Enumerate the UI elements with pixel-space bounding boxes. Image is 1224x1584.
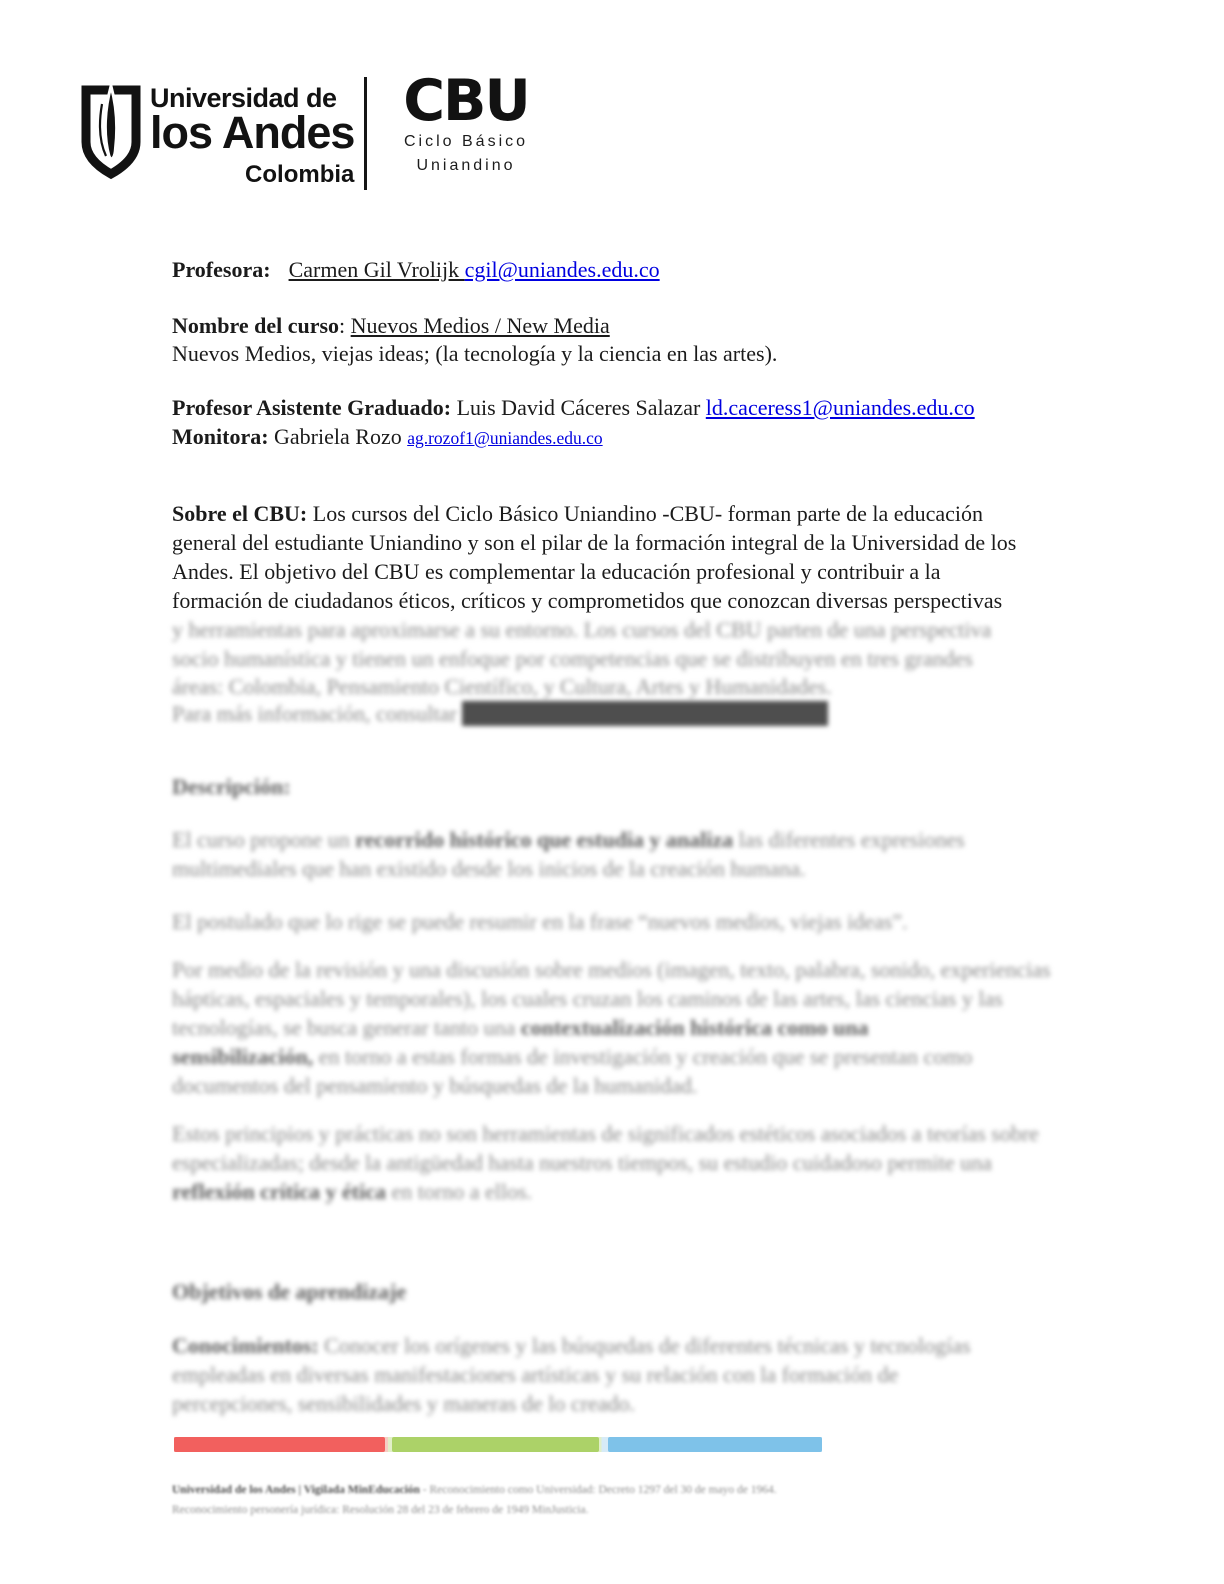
- footer-line1: Universidad de los Andes | Vigilada MinEducación - Reconocimiento como Universidad: Decreto 1297 del 30 de mayo de 1964.: [172, 1484, 777, 1496]
- bar-blue-segment: [608, 1437, 822, 1452]
- cbu-subtitle-line1: Ciclo Básico: [403, 133, 529, 150]
- course-title: Nuevos Medios / New Media: [350, 313, 610, 338]
- footer-line2: Reconocimiento personería jurídica: Resolución 28 del 23 de febrero de 1949 MinJusticia.: [172, 1504, 589, 1516]
- monitor-email-link[interactable]: ag.rozof1@uniandes.edu.co: [407, 428, 603, 448]
- uniandes-shield-icon: [80, 84, 142, 188]
- about-cbu-line4: formación de ciudadanos éticos, críticos y comprometidos que conozcan diversas perspectivas: [172, 588, 1003, 613]
- monitor-name: Gabriela Rozo: [268, 424, 408, 449]
- objectives-line2: empleadas en diversas manifestaciones artísticas y su relación con la formación de: [172, 1362, 899, 1387]
- about-cbu-line1: [172, 500, 983, 527]
- course-name-line: [172, 312, 610, 339]
- about-cbu-blurred-line5: y herramientas para aproximarse a su entorno. Los cursos del CBU parten de una perspectiva: [172, 617, 992, 642]
- professor-label: Profesora:: [172, 257, 271, 282]
- assistant-name: Luis David Cáceres Salazar: [451, 395, 706, 420]
- description-p3-line4: sensibilización, en torno a estas formas de investigación y creación que se presentan como: [172, 1044, 973, 1069]
- professor-line: [172, 256, 660, 283]
- description-p4-line2: especializadas; desde la antigüedad hasta nuestros tiempos, su estudio cuidadoso permite una: [172, 1150, 992, 1175]
- color-bar: [174, 1437, 822, 1452]
- course-name-label: Nombre del curso: [172, 313, 340, 338]
- uniandes-wordmark: [150, 84, 354, 188]
- description-p3-line3: tecnologías, se busca generar tanto una contextualización histórica como una: [172, 1015, 869, 1040]
- assistant-email-link[interactable]: ld.caceress1@uniandes.edu.co: [705, 395, 975, 420]
- about-cbu-line2: general del estudiante Uniandino y son el pilar de la formación integral de la Universidad de los: [172, 530, 1017, 555]
- course-name-separator: :: [339, 313, 351, 338]
- cbu-acronym: CBU: [403, 68, 529, 134]
- monitor-line: [172, 423, 603, 452]
- logo-divider: [364, 77, 367, 190]
- description-p1-line1: El curso propone un recorrido histórico que estudia y analiza las diferentes expresiones: [172, 827, 965, 852]
- uniandes-logo: [80, 84, 354, 188]
- description-p3-line1: Por medio de la revisión y una discusión sobre medios (imagen, texto, palabra, sonido, experiencias: [172, 957, 1051, 982]
- about-cbu-blurred-line7: áreas: Colombia, Pensamiento Científico, y Cultura, Artes y Humanidades.: [172, 674, 832, 699]
- objectives-line1: Conocimientos: Conocer los orígenes y las búsquedas de diferentes técnicas y tecnologías: [172, 1333, 971, 1358]
- objectives-heading: Objetivos de aprendizaje: [172, 1279, 407, 1304]
- cbu-subtitle-line2: Uniandino: [416, 157, 516, 174]
- professor-email-link[interactable]: cgil@uniandes.edu.co: [464, 257, 660, 282]
- description-p3-line5: documentos del pensamiento y búsquedas de la humanidad.: [172, 1073, 698, 1098]
- education-general-link[interactable]: https://educaciongeneral.uniandes.edu.co: [464, 701, 827, 726]
- assistant-label: Profesor Asistente Graduado:: [172, 395, 452, 420]
- about-cbu-more-info-line: [172, 700, 828, 727]
- course-subtitle: Nuevos Medios, viejas ideas; (la tecnología y la ciencia en las artes).: [172, 341, 778, 366]
- description-p4-line3: reflexión crítica y ética en torno a ellos.: [172, 1179, 533, 1204]
- about-cbu-line3: Andes. El objetivo del CBU es complementar la educación profesional y contribuir a la: [172, 559, 941, 584]
- uniandes-wordmark-line2: los Andes: [150, 107, 355, 158]
- about-cbu-label: Sobre el CBU:: [172, 501, 308, 526]
- description-heading: Descripción:: [172, 774, 291, 799]
- description-p1-line2: multimediales que han existido desde los inicios de la creación humana.: [172, 856, 806, 881]
- description-p2: El postulado que lo rige se puede resumir en la frase “nuevos medios, viejas ideas”.: [172, 909, 908, 934]
- about-cbu-blurred-line6: socio humanística y tienen un enfoque por competencias que se distribuyen en tres grandes: [172, 646, 973, 671]
- bar-red-segment: [174, 1437, 385, 1452]
- bar-green-segment: [392, 1437, 599, 1452]
- uniandes-country-label: Colombia: [245, 161, 355, 188]
- assistant-line: [172, 394, 975, 421]
- uniandes-wordmark-line1: Universidad de: [150, 83, 337, 113]
- more-info-text: Para más información, consultar: [172, 701, 463, 726]
- objectives-line3: percepciones, sensibilidades y maneras de lo creado.: [172, 1391, 636, 1416]
- monitor-label: Monitora:: [172, 424, 269, 449]
- description-p4-line1: Estos principios y prácticas no son herramientas de significados estéticos asociados a teorías sobre: [172, 1121, 1039, 1146]
- description-p3-line2: hápticas, espaciales y temporales), los cuales cruzan los caminos de las artes, las ciencias y las: [172, 986, 1003, 1011]
- cbu-logo: [392, 68, 540, 178]
- about-cbu-line1-text: Los cursos del Ciclo Básico Uniandino -CBU- forman parte de la educación: [307, 501, 983, 526]
- professor-name: Carmen Gil Vrolijk: [288, 257, 465, 282]
- course-subtitle-line: [172, 340, 777, 367]
